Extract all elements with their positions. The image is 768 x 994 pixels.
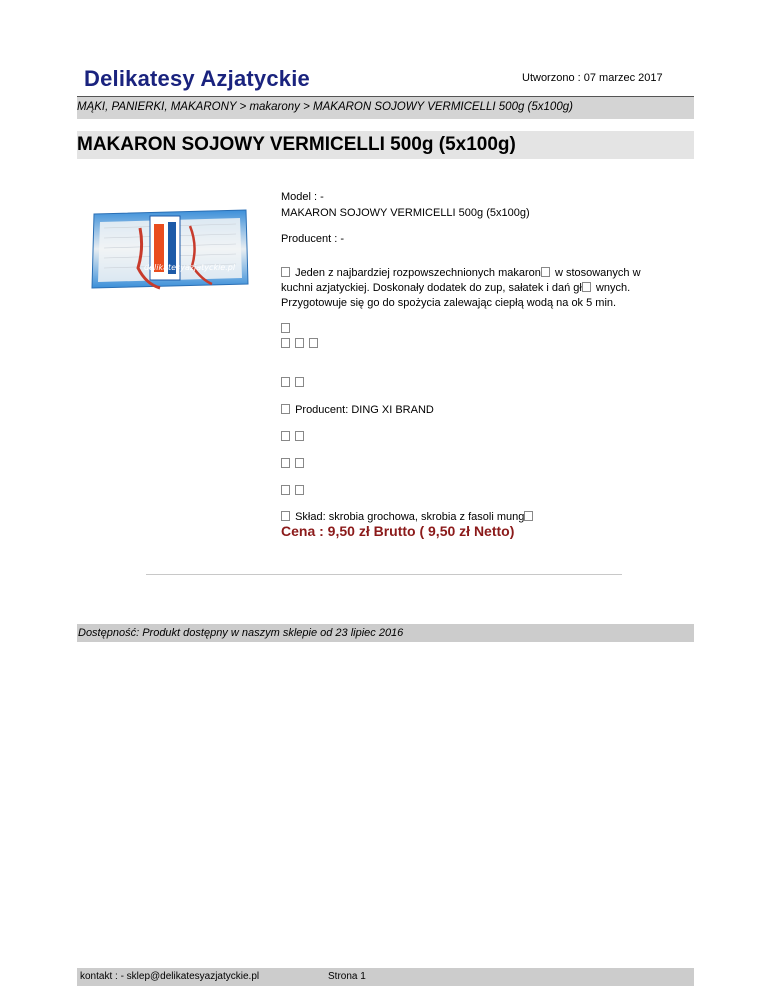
missing-glyph-icon [295,485,304,495]
missing-glyph-icon [281,323,290,333]
watermark: delikatesyazjatyckie.pl [144,263,236,272]
missing-glyph-icon [281,431,290,441]
footer-contact[interactable]: kontakt : - sklep@delikatesyazjatyckie.pl [80,971,260,982]
missing-glyph-icon [281,485,290,495]
glyph-row-3 [281,376,306,391]
producer-line: Producent: DING XI BRAND [281,403,434,418]
missing-glyph-icon [295,338,304,348]
price: Cena : 9,50 zł Brutto ( 9,50 zł Netto) [281,523,515,539]
missing-glyph-icon [281,267,290,277]
glyph-row-5 [281,457,306,472]
separator [146,574,622,575]
missing-glyph-icon [295,377,304,387]
product-image [80,188,260,308]
page-title: MAKARON SOJOWY VERMICELLI 500g (5x100g) [77,134,516,155]
missing-glyph-icon [582,282,591,292]
missing-glyph-icon [309,338,318,348]
breadcrumb[interactable]: MĄKI, PANIERKI, MAKARONY > makarony > MAKARON SOJOWY VERMICELLI 500g (5x100g) [77,101,573,113]
description-line-1: Jeden z najbardziej rozpowszechnionych makaron w stosowanych w [281,266,641,281]
description-line-2: kuchni azjatyckiej. Doskonały dodatek do zup, sałatek i dań gł wnych. [281,282,631,294]
model-label: Model : - [281,191,324,203]
producer-label: Producent : - [281,233,344,245]
description-line-3: Przygotowuje się go do spożycia zalewając ciepłą wodą na ok 5 min. [281,297,617,309]
composition-line: Skład: skrobia grochowa, skrobia z fasoli mung [281,510,535,525]
site-title: Delikatesy Azjatyckie [84,66,310,91]
glyph-row-1 [281,322,292,337]
missing-glyph-icon [524,511,533,521]
glyph-row-4 [281,430,306,445]
missing-glyph-icon [281,404,290,414]
page-number: Strona 1 [328,971,366,982]
missing-glyph-icon [541,267,550,277]
glyph-row-2 [281,337,320,352]
model-name: MAKARON SOJOWY VERMICELLI 500g (5x100g) [281,207,530,219]
noodle-package-image [80,188,260,308]
missing-glyph-icon [281,377,290,387]
created-date: Utworzono : 07 marzec 2017 [522,72,663,84]
glyph-row-6 [281,484,306,499]
availability-text: Dostępność: Produkt dostępny w naszym sklepie od 23 lipiec 2016 [78,627,404,639]
missing-glyph-icon [281,458,290,468]
missing-glyph-icon [281,511,290,521]
missing-glyph-icon [295,458,304,468]
missing-glyph-icon [295,431,304,441]
missing-glyph-icon [281,338,290,348]
